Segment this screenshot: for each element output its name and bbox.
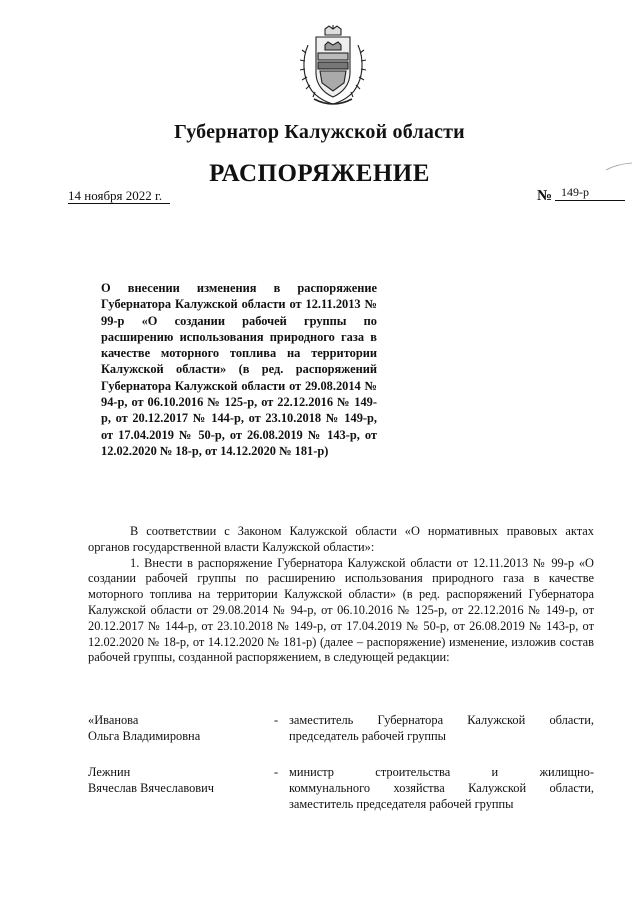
member-position — [289, 712, 594, 744]
member-position-line: министр строительства и жилищно- — [289, 765, 594, 779]
member-surname: Лежнин — [88, 765, 131, 779]
member-position-line: коммунального хозяйства Калужской области, — [289, 781, 594, 795]
document-type-title: РАСПОРЯЖЕНИЕ — [209, 160, 430, 187]
member-name — [88, 712, 268, 744]
member-position — [289, 764, 594, 812]
member-name — [88, 764, 268, 796]
member-row — [88, 712, 594, 764]
document-number: 149-р — [555, 185, 625, 201]
coat-of-arms-icon — [298, 25, 368, 107]
document-subject: О внесении изменения в распоряжение Губернатора Калужской области от 12.11.2013 № 99-р «О создании рабочей группы по расширению использования природного газа в качестве моторного топлива на территории Калужской области» (в ред. распоряжений Губернатора Калужской области от 29.08.2014 № 94-р, от 06.10.2016 № 125-р, от 22.12.2016 № 149-р, от 20.12.2017 № 144-р, от 23.10.2018 № 149-р, от 17.04.2019 № 50-р, от 26.08.2019 № 143-р, от 12.02.2020 № 18-р, от 14.12.2020 № 181-р) — [101, 281, 377, 458]
member-position-line: председатель рабочей группы — [289, 729, 447, 743]
member-row — [88, 764, 594, 816]
member-position-line: заместитель председателя рабочей группы — [289, 797, 514, 811]
document-date: 14 ноября 2022 г. — [68, 188, 170, 204]
member-dash: - — [274, 713, 279, 727]
member-given-names: Ольга Владимировна — [88, 729, 201, 743]
member-surname: «Иванова — [88, 713, 139, 727]
scan-mark — [605, 162, 633, 172]
member-dash: - — [274, 765, 279, 779]
point-1-paragraph: 1. Внести в распоряжение Губернатора Калужской области от 12.11.2013 № 99-р «О создании рабочей группы по расширению использования природного газа в качестве моторного топлива на территории Калужской области» (в ред. распоряжений Губернатора Калужской области от 29.08.2014 № 94-р, от 06.10.2016 № 125-р, от 22.12.2016 № 149-р, от 20.12.2017 № 144-р, от 23.10.2018 № 149-р, от 17.04.2019 № 50-р, от 26.08.2019 № 143-р, от 12.02.2020 № 18-р, от 14.12.2020 № 181-р) (далее – распоряжение) изменение, изложив состав рабочей группы, созданной распоряжением, в следующей редакции: — [88, 555, 594, 665]
preamble-paragraph: В соответствии с Законом Калужской области «О нормативных правовых актах органов государственной власти Калужской области»: — [88, 524, 594, 554]
number-sign: № — [537, 188, 553, 204]
document-body — [88, 524, 594, 666]
working-group-composition — [88, 712, 594, 816]
member-given-names: Вячеслав Вячеславович — [88, 781, 214, 795]
member-position-line: заместитель Губернатора Калужской области, — [289, 713, 594, 727]
issuing-authority: Губернатор Калужской области — [174, 121, 465, 143]
